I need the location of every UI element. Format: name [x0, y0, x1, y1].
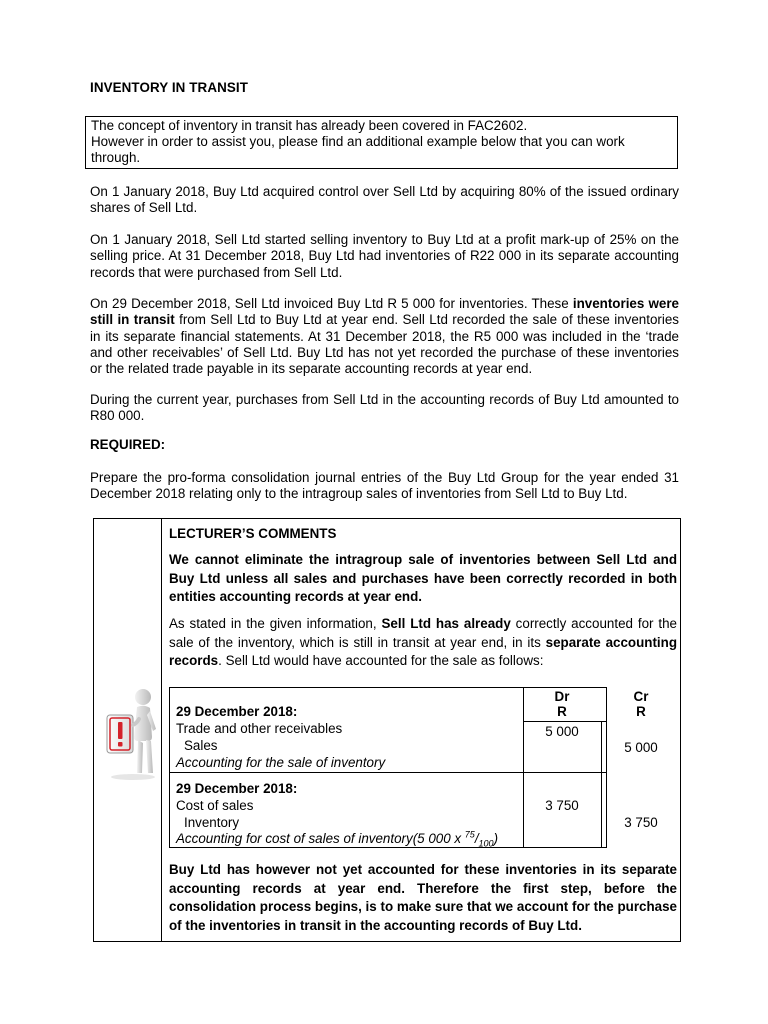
note-line-1: The concept of inventory in transit has already been covered in FAC2602.	[91, 118, 528, 133]
entry-2-debit-account: Cost of sales	[176, 798, 254, 813]
entry-1-narration: Accounting for the sale of inventory	[176, 755, 386, 770]
paragraph-markup: On 1 January 2018, Sell Ltd started selling inventory to Buy Ltd at a profit mark-up of 25% on the selling price. At 31 December 2018, Buy Ltd had inventories of R22 000 in its separate accounting records that were purchased from Sell Ltd.	[90, 232, 679, 280]
entry-2-dr-amount: 3 750	[545, 798, 579, 813]
stated-text-c: correctly accounted for the sale of the inventory, which is still in transit at year end, in its	[169, 616, 677, 650]
note-line-2: However in order to assist you, please find an additional example below that you can work through.	[91, 134, 625, 165]
entry-2-date: 29 December 2018:	[176, 781, 298, 796]
entry-2-credit-account: Inventory	[184, 815, 240, 830]
paragraph-acquisition: On 1 January 2018, Buy Ltd acquired control over Sell Ltd by acquiring 80% of the issued ordinary shares of Sell Ltd.	[90, 184, 679, 216]
entry-2-narration-suffix: )	[493, 831, 499, 846]
entry-1-date: 29 December 2018:	[176, 704, 298, 719]
entry-1-dr-amount: 5 000	[545, 724, 579, 739]
journal-entries-table	[169, 687, 658, 849]
lecturer-comments-box	[93, 518, 681, 942]
comments-stated-paragraph	[169, 615, 677, 671]
required-text: Prepare the pro-forma consolidation journal entries of the Buy Ltd Group for the year ended 31 December 2018 relating only to the intragroup sales of inventories from Sell Ltd to Buy Ltd.	[90, 470, 679, 502]
paragraph-in-transit	[90, 296, 679, 377]
entry-row-divider	[170, 772, 606, 773]
cr-currency: R	[636, 704, 646, 719]
entry-2-narration-slash: /	[474, 831, 479, 846]
entry-1-cr-amount: 5 000	[624, 740, 658, 755]
in-transit-text-bold: inventories were still in transit	[90, 296, 680, 328]
cr-header: Cr	[633, 689, 649, 704]
icon-cell	[94, 519, 161, 941]
entry-2-narration-prefix: Accounting for cost of sales of inventory(5 000 x	[176, 831, 465, 846]
intro-note-box	[85, 116, 678, 169]
entry-2-narration-numerator: 75	[464, 829, 475, 840]
in-transit-text-c: from Sell Ltd to Buy Ltd at year end. Sell Ltd recorded the sale of these inventories in its separate financial statements. At 31 December 2018, the R5 000 was included in the ‘trade and other receivables’ of Sell Ltd. Buy Ltd has not yet recorded the purchase of these inventories or the related trade payable in its separate accounting records at year end.	[90, 312, 679, 377]
required-heading: REQUIRED:	[90, 437, 166, 452]
comments-closing: Buy Ltd has however not yet accounted for these inventories in its separate accounting records at year end. Therefore the first step, before the consolidation process begins, is to make sure that we account for the purchase of the inventories in transit in the accounting records of Buy Ltd.	[169, 862, 677, 933]
dr-header: Dr	[554, 689, 570, 704]
entry-1-credit-account: Sales	[184, 738, 218, 753]
entry-2-cr-amount: 3 750	[624, 815, 658, 830]
entry-2-narration	[176, 830, 498, 848]
header-row-divider	[523, 721, 606, 722]
stated-text-e: . Sell Ltd would have accounted for the sale as follows:	[218, 653, 544, 668]
warning-figure-icon	[102, 685, 162, 781]
stated-text-d: separate accounting records	[169, 634, 678, 668]
comments-bold-intro: We cannot eliminate the intragroup sale of inventories between Sell Ltd and Buy Ltd unless all sales and purchases have been correctly recorded in both entities accounting records at year end.	[169, 552, 677, 604]
comments-title: LECTURER’S COMMENTS	[169, 526, 337, 541]
paragraph-purchases: During the current year, purchases from Sell Ltd in the accounting records of Buy Ltd amounted to R80 000.	[90, 392, 679, 424]
in-transit-text-a: On 29 December 2018, Sell Ltd invoiced Buy Ltd R 5 000 for inventories. These	[90, 296, 573, 311]
entry-2-narration-denominator: 100	[478, 838, 494, 849]
entry-1-debit-account: Trade and other receivables	[176, 721, 343, 736]
page-title: INVENTORY IN TRANSIT	[90, 80, 248, 95]
stated-text-b: Sell Ltd has already	[381, 616, 511, 631]
dr-currency: R	[557, 704, 567, 719]
stated-text-a: As stated in the given information,	[169, 616, 382, 631]
